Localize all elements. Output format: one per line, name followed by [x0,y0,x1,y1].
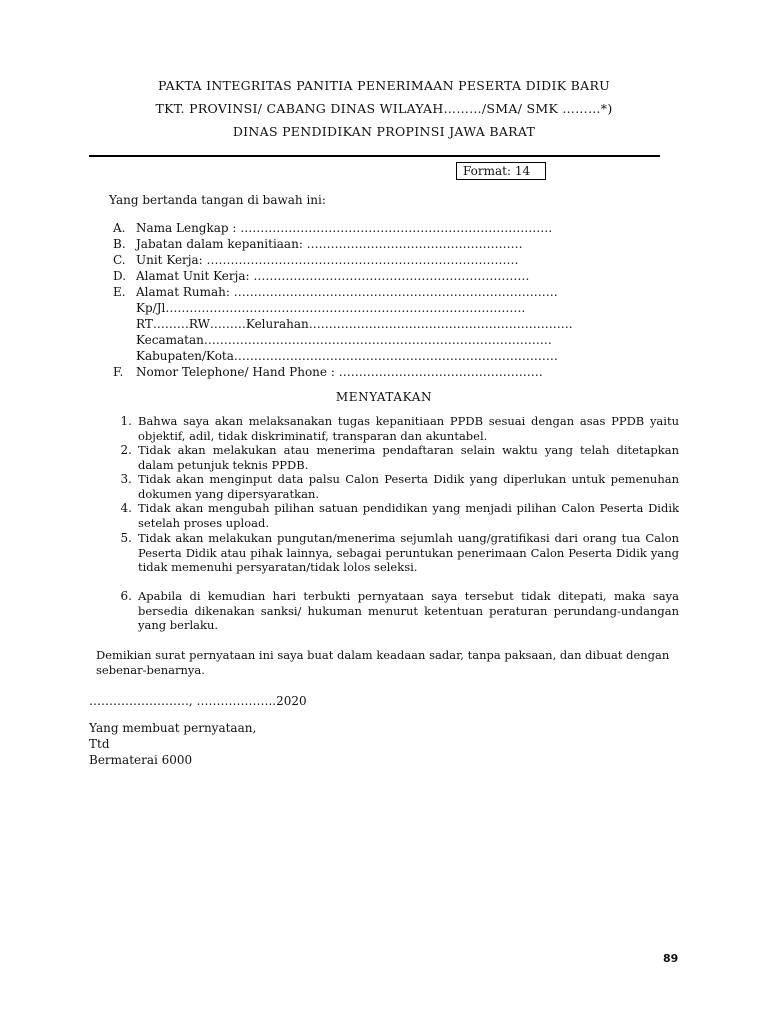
field-jabatan: Jabatan dalam kepanitiaan: ……………………………………………… [136,237,523,251]
field-kabupaten-kota: Kabupaten/Kota……………………………………………………………………… [136,349,558,363]
statement-number: 1. [120,414,132,428]
header-divider [89,155,660,157]
statement-number: 2. [120,443,132,457]
statement-number: 4. [120,501,132,515]
field-unit-kerja: Unit Kerja: …………………………………………………………………… [136,253,519,267]
statement-item: Tidak akan mengubah pilihan satuan pendidikan yang menjadi pilihan Calon Peserta Didik setelah proses upload. [138,501,679,530]
field-letter: A. [113,221,126,235]
closing-paragraph: Demikian surat pernyataan ini saya buat dalam keadaan sadar, tanpa paksaan, dan dibuat dengan sebenar-benarnya. [96,648,670,677]
title-line-1: PAKTA INTEGRITAS PANITIA PENERIMAAN PESERTA DIDIK BARU [158,78,610,93]
statement-item: Bahwa saya akan melaksanakan tugas kepanitiaan PPDB sesuai dengan asas PPDB yaitu objektif, adil, tidak diskriminatif, transparan dan akuntabel. [138,414,679,443]
field-nama-lengkap: Nama Lengkap : …………………………………………………………………… [136,221,553,235]
statement-number: 3. [120,472,132,486]
intro-text: Yang bertanda tangan di bawah ini: [109,193,326,207]
statement-number: 5. [120,531,132,545]
field-alamat-rumah: Alamat Rumah: ……………………………………………………………………… [136,285,558,299]
statement-item: Tidak akan melakukan atau menerima pendaftaran selain waktu yang telah ditetapkan dalam petunjuk teknis PPDB. [138,443,679,472]
title-line-2: TKT. PROVINSI/ CABANG DINAS WILAYAH………/SMA/ SMK ………*) [155,101,613,116]
field-kecamatan: Kecamatan…………………………………………………………………………… [136,333,552,347]
field-letter: F. [113,365,124,379]
field-alamat-unit-kerja: Alamat Unit Kerja: …………………………………………………………… [136,269,530,283]
statement-item: Tidak akan menginput data palsu Calon Peserta Didik yang diperlukan untuk pemenuhan dokumen yang dipersyaratkan. [138,472,679,501]
page-number: 89 [663,952,679,965]
statement-item: Apabila di kemudian hari terbukti pernyataan saya tersebut tidak ditepati, maka saya bersedia dikenakan sanksi/ hukuman menurut ketentuan peraturan perundang-undangan yang berlaku. [138,589,679,633]
field-letter: D. [113,269,127,283]
title-line-3: DINAS PENDIDIKAN PROPINSI JAWA BARAT [232,124,536,139]
signature-line-1: Yang membuat pernyataan, [89,721,257,735]
statement-number: 6. [120,589,132,603]
field-letter: B. [113,237,126,251]
format-label: Format: 14 [456,162,546,180]
field-nomor-telephone: Nomor Telephone/ Hand Phone : …………………………………………… [136,365,543,379]
signature-line-2: Ttd [89,737,110,751]
field-letter: C. [113,253,126,267]
statement-item: Tidak akan melakukan pungutan/menerima sejumlah uang/gratifikasi dari orang tua Calon Peserta Didik atau pihak lainnya, sebagai peruntukan penerimaan Calon Peserta Didik yang tidak memenuhi persyaratan/tidak lolos seleksi. [138,531,679,575]
signature-line-3: Bermaterai 6000 [89,753,193,767]
date-line: ……………………., ………………..2020 [89,694,307,708]
field-kp-jl: Kp/Jl……………………………………………………………………………… [136,301,526,315]
section-heading: MENYATAKAN [335,390,433,404]
field-rt-rw-kelurahan: RT………RW………Kelurahan………………………………………………………… [136,317,573,331]
field-letter: E. [113,285,126,299]
